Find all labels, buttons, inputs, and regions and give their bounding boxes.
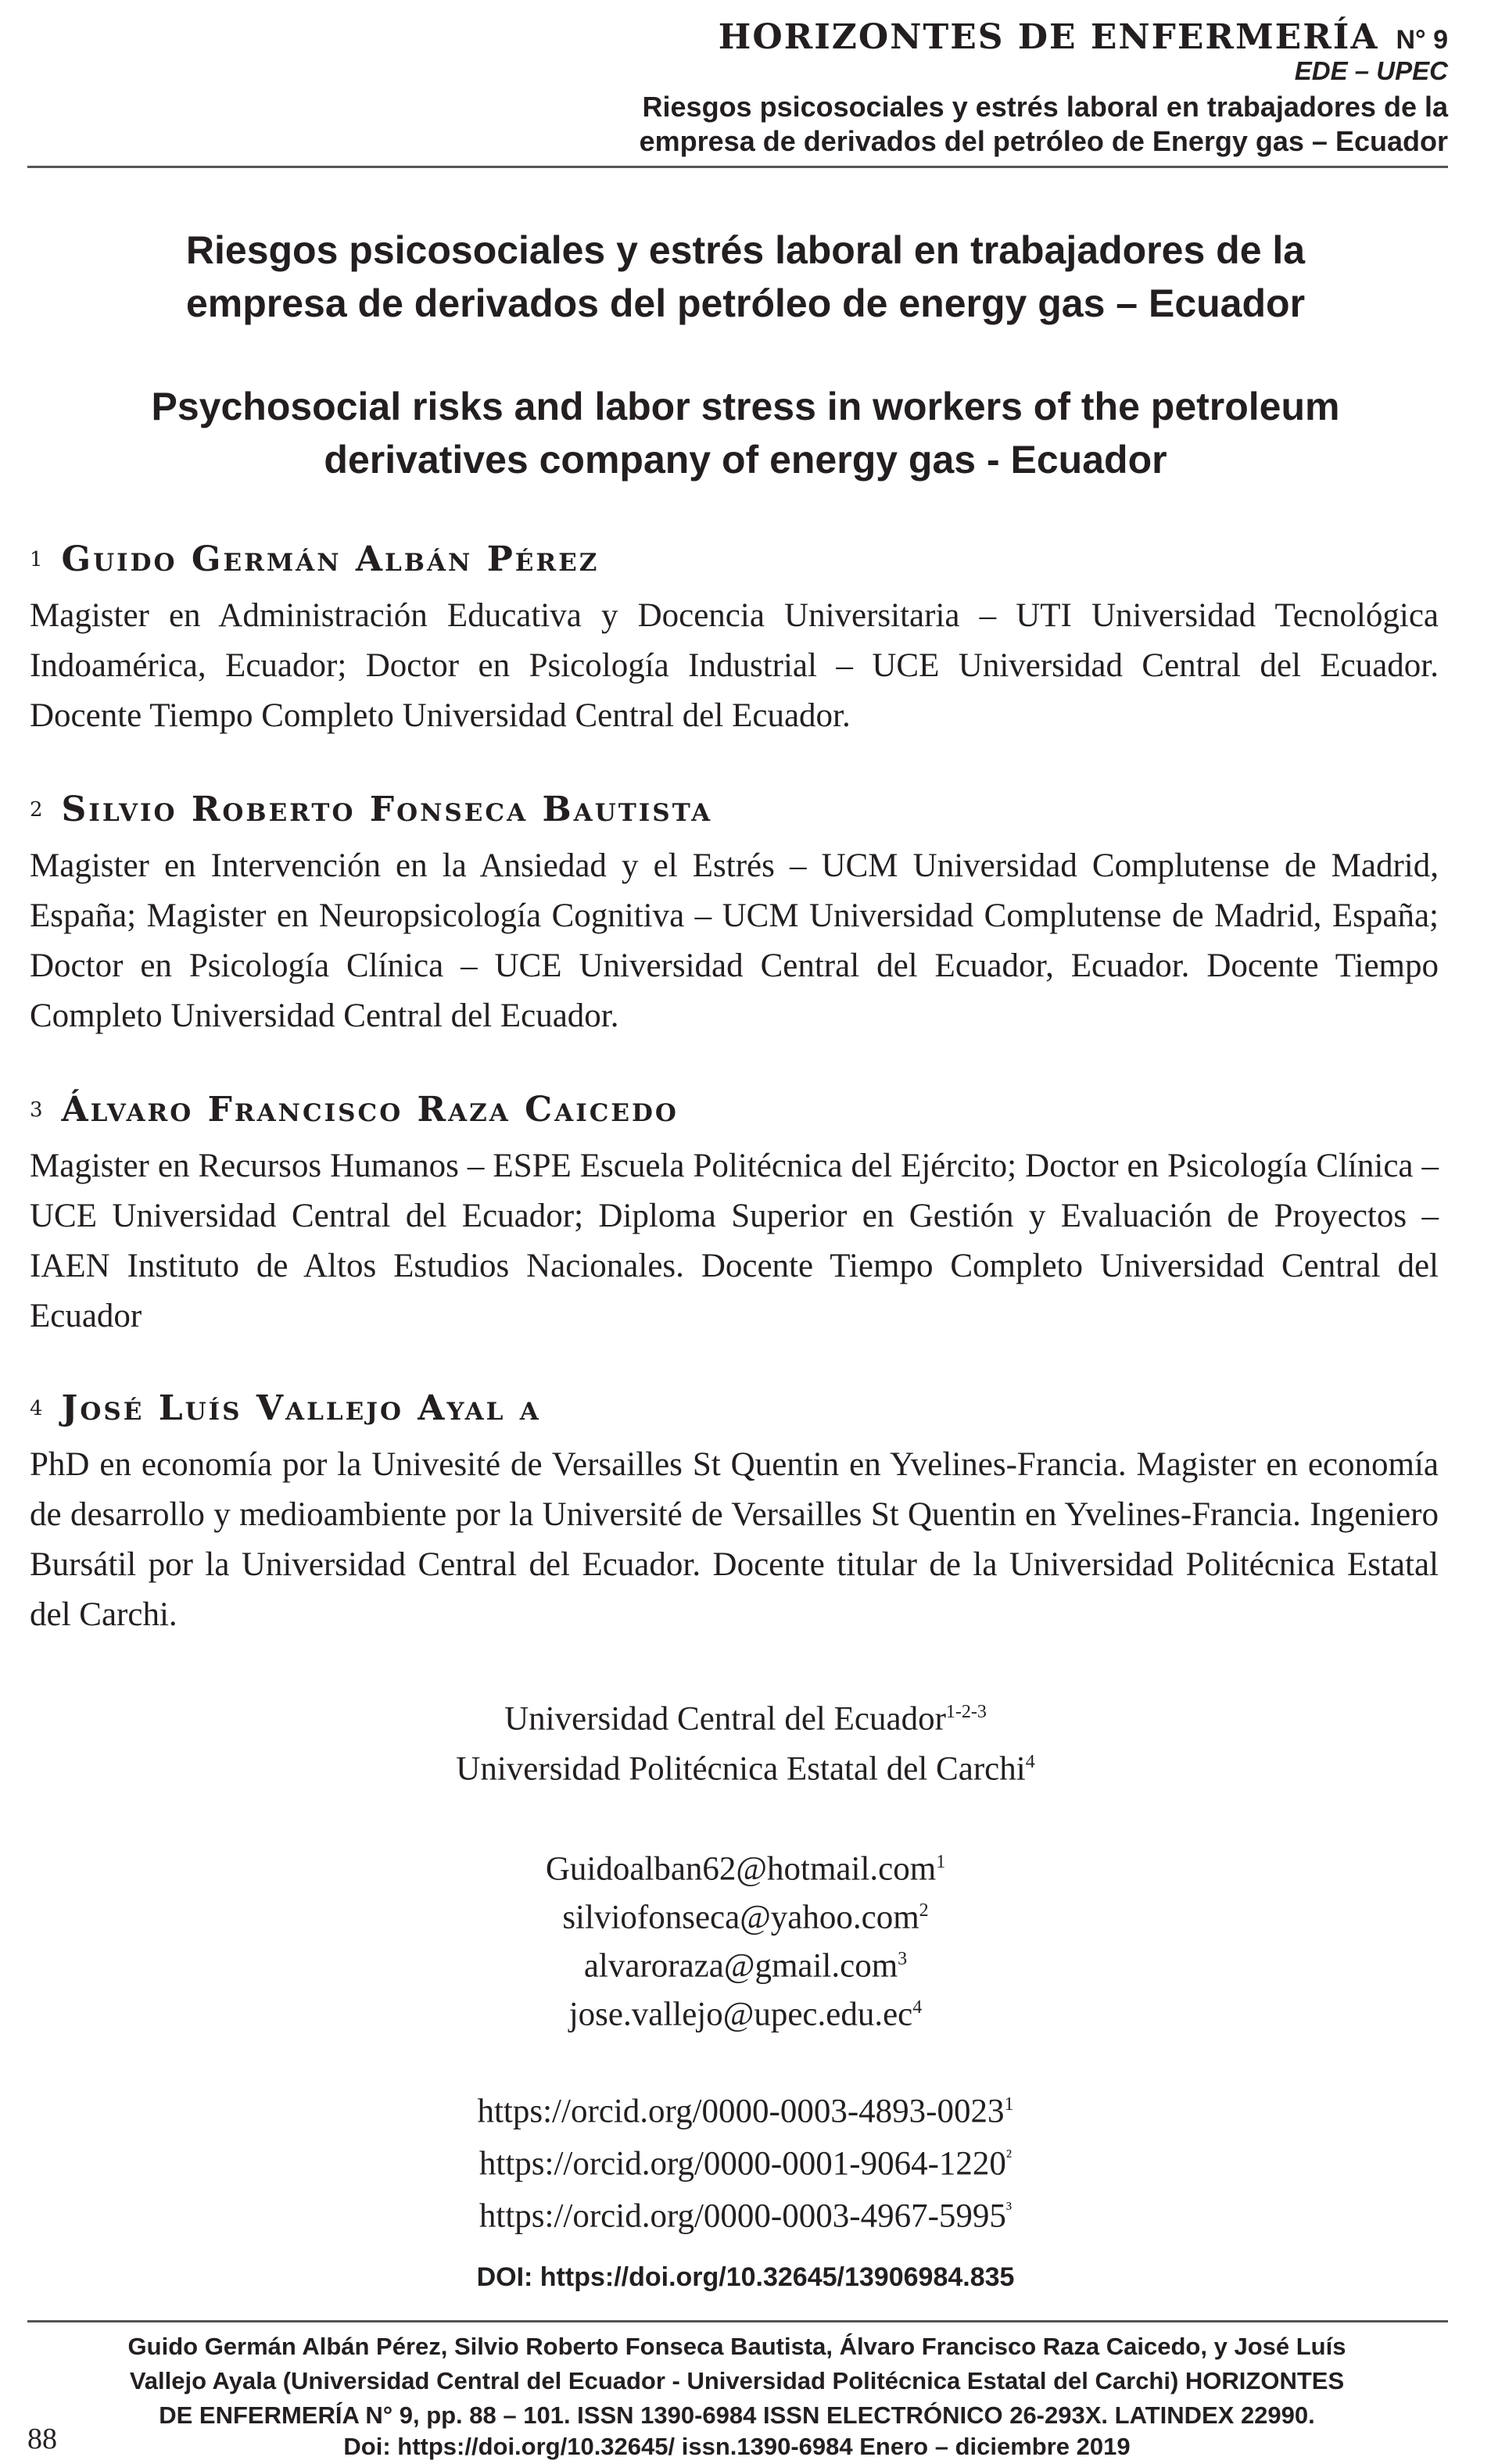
author-4-index: 4	[30, 1396, 43, 1420]
email-1[interactable]: Guidoalban62@hotmail.com$^1$	[545, 1850, 946, 1888]
author-2-label: Silvio Roberto Fonseca Bautista	[61, 790, 713, 829]
title-english-line1: Psychosocial risks and labor stress in workers of the petroleum	[151, 385, 1340, 428]
footer-citation-line2: Vallejo Ayala (Universidad Central del Ecuador - Universidad Politécnica Estatal del Carchi) HORIZONTES	[129, 2367, 1345, 2394]
title-english	[47, 380, 1444, 486]
author-3-index: 3	[30, 1098, 43, 1122]
affiliation-1: Universidad Central del Ecuador$^{1-2-3}$	[504, 1700, 987, 1738]
title-spanish-line1: Riesgos psicosociales y estrés laboral en trabajadores de la	[185, 228, 1306, 272]
affiliation-2: Universidad Politécnica Estatal del Carchi$^4$	[456, 1750, 1035, 1788]
header-rule	[27, 166, 1448, 168]
author-2-index: 2	[30, 797, 43, 822]
email-4[interactable]: $jose.vallejo@upec.edu.ec^4$	[568, 1996, 923, 2033]
header-title-line2: empresa de derivados del petróleo de Energy gas – Ecuador	[639, 125, 1448, 157]
author-1-bio: Magister en Administración Educativa y Docencia Universitaria – UTI Universidad Tecnológica Indoamérica, Ecuador; Doctor en Psicología Industrial – UCE Universidad Central del Ecuador. Docente Tiempo Completo Universidad Central del Ecuador.	[30, 597, 1439, 734]
orcid-3[interactable]: $https://orcid.org/0000-0003-4967-5995^{^3}$	[478, 2197, 1013, 2235]
author-1-index: 1	[30, 547, 43, 571]
orcid-1[interactable]: https://orcid.org/0000-0003-4893-0023$^1$	[477, 2093, 1014, 2130]
page-number: 88	[27, 2423, 57, 2455]
footer-citation-line1: Guido Germán Albán Pérez, Silvio Roberto Fonseca Bautista, Álvaro Francisco Raza Caicedo, y José Luís	[127, 2333, 1346, 2360]
author-1-name	[30, 539, 599, 579]
issue-number: N° 9	[1396, 25, 1448, 55]
author-4-bio: PhD en economía por la Univesité de Versailles St Quentin en Yvelines-Francia. Magister en economía de desarrollo y medioambiente por la Université de Versailles St Quentin en Yvelines-Francia. Ingeniero Bursátil por la Universidad Central del Ecuador. Docente titular de la Universidad Politécnica Estatal del Carchi.	[30, 1446, 1439, 1633]
doi-link[interactable]: DOI: https://doi.org/10.32645/13906984.835	[476, 2262, 1015, 2292]
header-title-line1: Riesgos psicosociales y estrés laboral en trabajadores de la	[642, 91, 1448, 123]
footer-citation-line3: DE ENFERMERÍA N° 9, pp. 88 – 101. ISSN 1390-6984 ISSN ELECTRÓNICO 26-293X. LATINDEX 22990.	[159, 2401, 1315, 2429]
title-english-line2: derivatives company of energy gas - Ecuador	[324, 438, 1167, 482]
header-org: EDE – UPEC	[1294, 56, 1448, 85]
author-2-bio: Magister en Intervención en la Ansiedad y el Estrés – UCM Universidad Complutense de Madrid, España; Magister en Neuropsicología Cognitiva – UCM Universidad Complutense de Madrid, España; Doctor en Psicología Clínica – UCE Universidad Central del Ecuador, Ecuador. Docente Tiempo Completo Universidad Central del Ecuador.	[30, 847, 1439, 1034]
title-spanish-line2: empresa de derivados del petróleo de energy gas – Ecuador	[185, 281, 1306, 325]
author-3-label: Álvaro Francisco Raza Caicedo	[61, 1090, 679, 1130]
journal-name: HORIZONTES DE ENFERMERÍA	[718, 17, 1379, 57]
author-3-name	[30, 1090, 679, 1130]
author-3-bio: Magister en Recursos Humanos – ESPE Escuela Politécnica del Ejército; Doctor en Psicología Clínica – UCE Universidad Central del Ecuador; Diploma Superior en Gestión y Evaluación de Proyectos – IAEN Instituto de Altos Estudios Nacionales. Docente Tiempo Completo Universidad Central del Ecuador	[30, 1148, 1439, 1334]
running-header	[719, 17, 1448, 57]
author-1-label: Guido Germán Albán Pérez	[61, 539, 600, 579]
author-4-name	[30, 1388, 541, 1428]
email-3[interactable]: alvaroraza@gmail.com$^3$	[583, 1947, 908, 1985]
author-4-label: José Luís Vallejo Ayal a	[61, 1388, 541, 1428]
author-2-name	[30, 790, 712, 829]
footer-citation-line4: Doi: https://doi.org/10.32645/ issn.1390-6984 Enero – diciembre 2019	[343, 2433, 1131, 2460]
title-spanish	[47, 224, 1444, 330]
footer-rule	[27, 2320, 1448, 2323]
email-2[interactable]: silviofonseca@yahoo.com$^2$	[562, 1899, 929, 1936]
orcid-2[interactable]: $https://orcid.org/0000-0001-9064-1220^{^2}$	[478, 2145, 1013, 2183]
